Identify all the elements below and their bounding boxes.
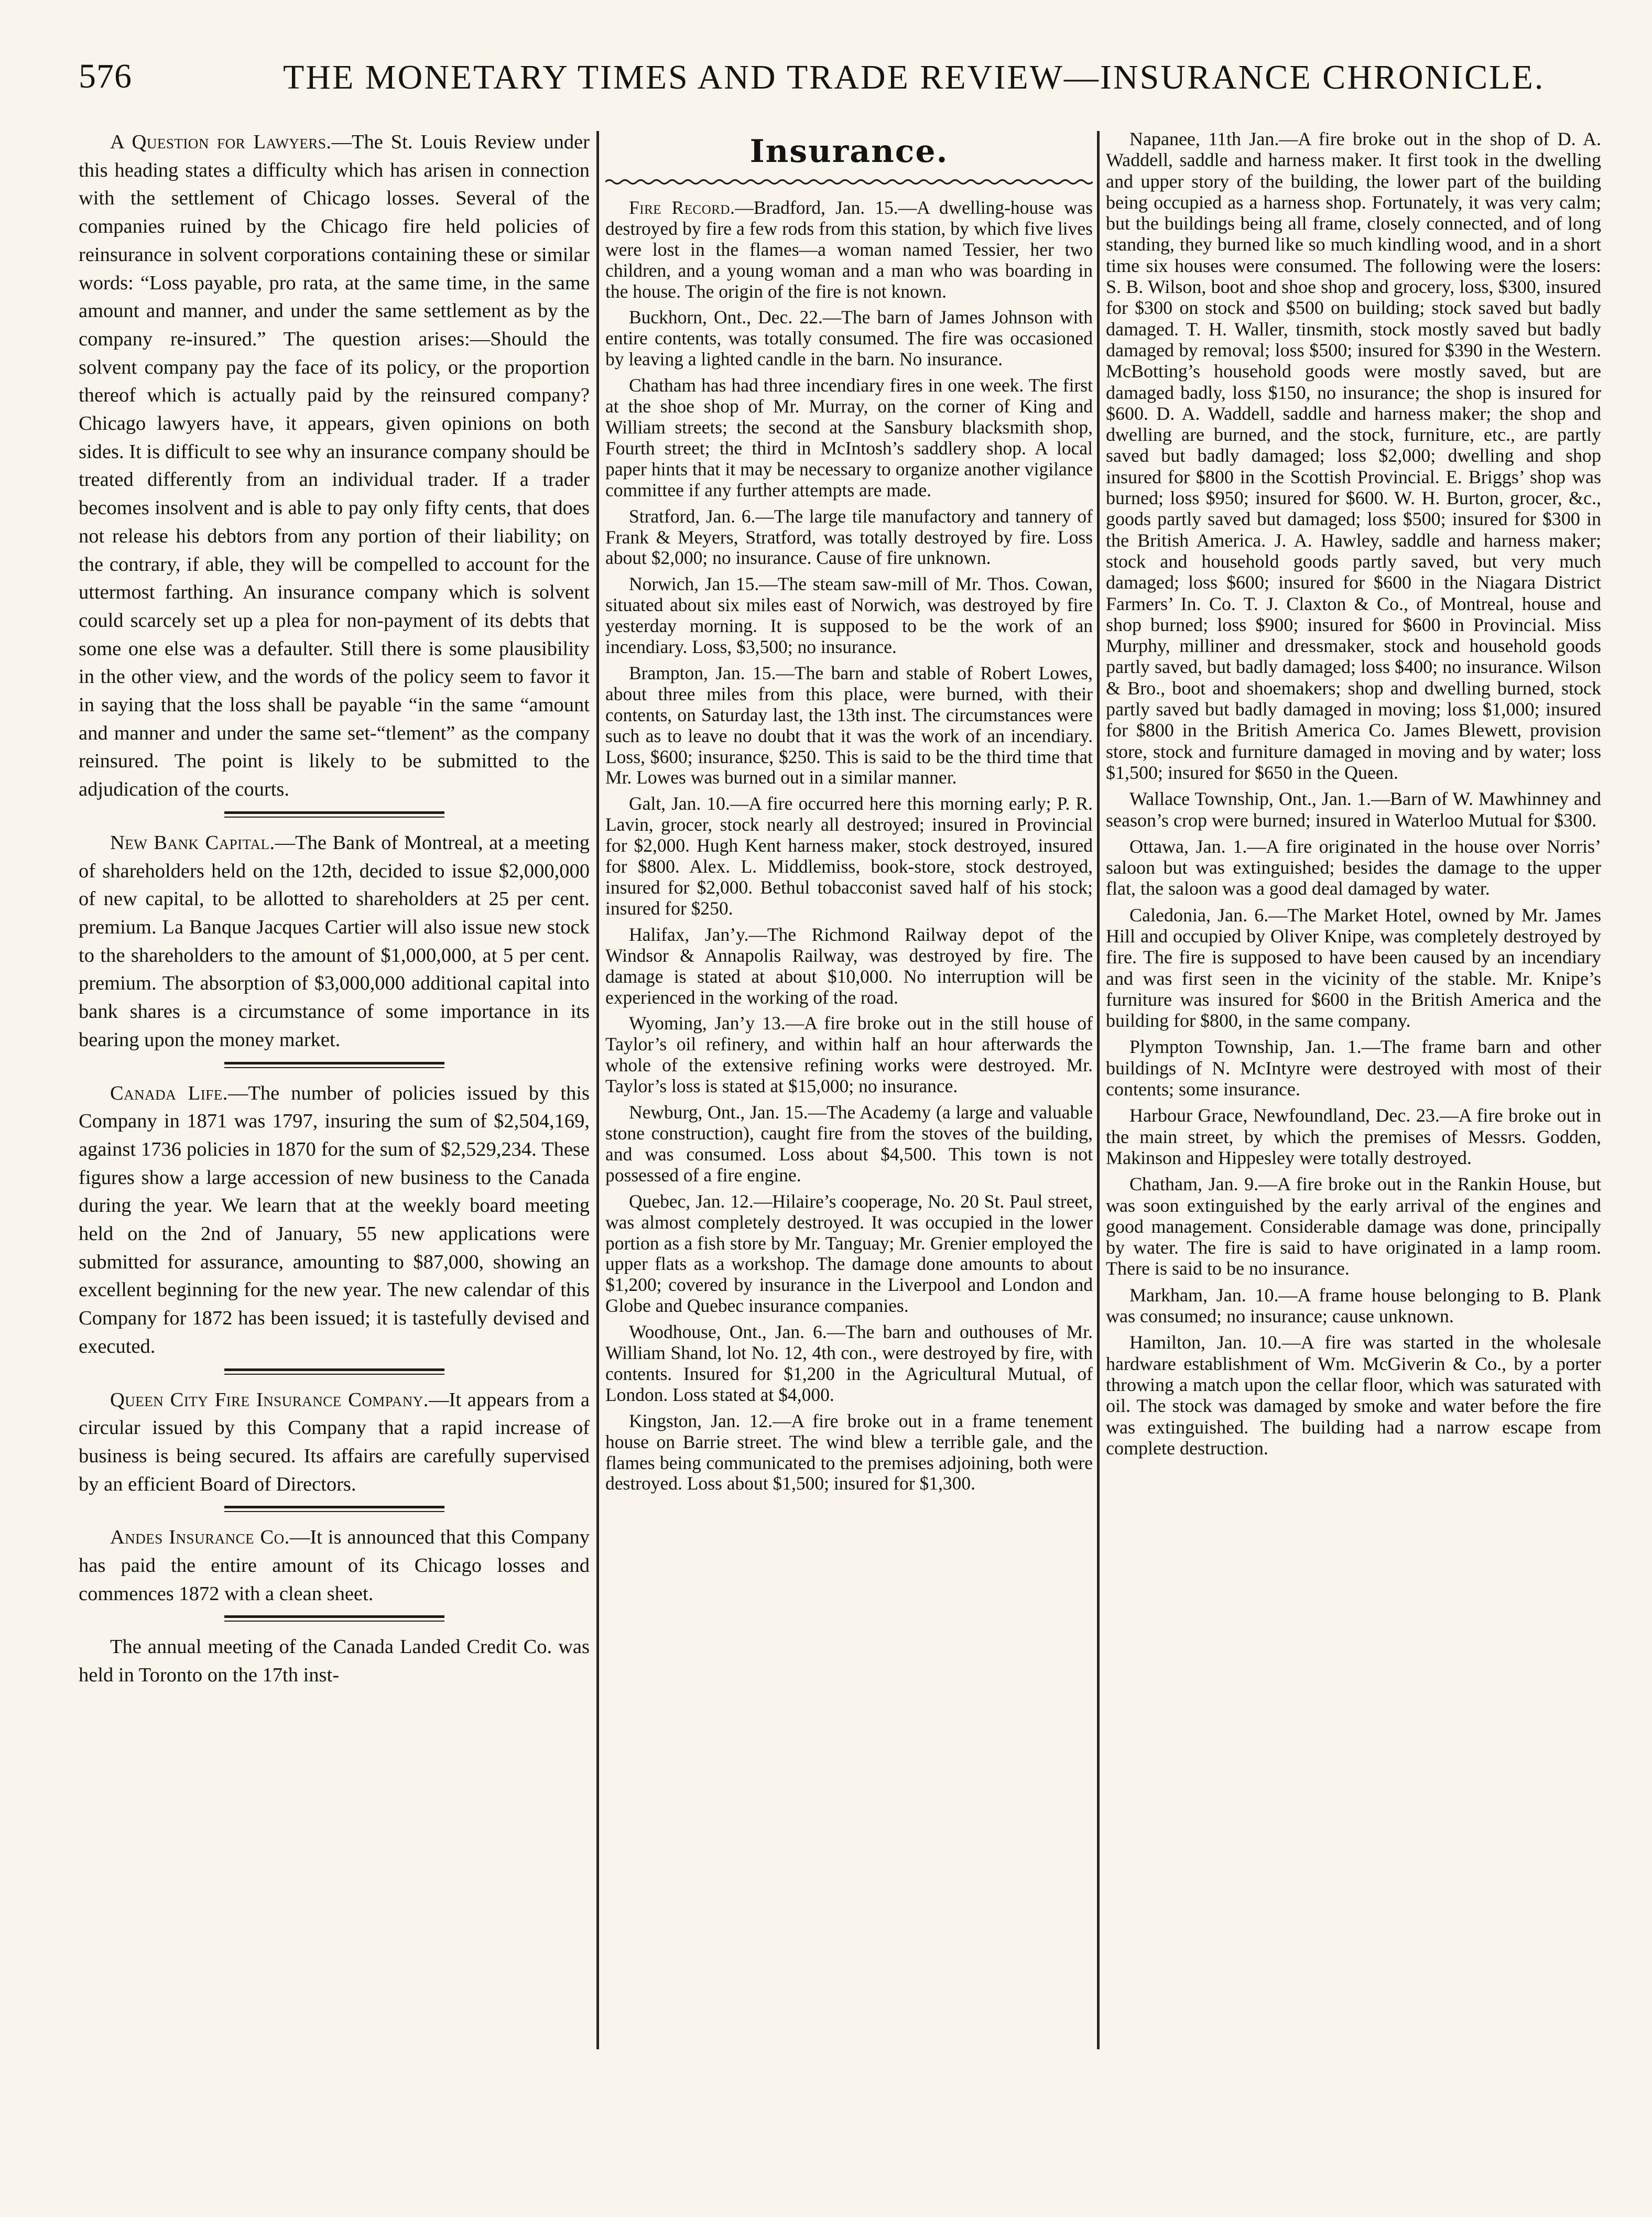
article-heading: A Question for Lawyers.	[110, 131, 332, 153]
article-new-bank-capital	[79, 829, 590, 1055]
fire-record-paragraph: Wallace Township, Ont., Jan. 1.—Barn of W. Mawhinney and season’s crop were burned; insured in Waterloo Mutual for $300.	[1106, 788, 1601, 831]
separator-rule	[224, 1062, 444, 1068]
fire-record-paragraph: Harbour Grace, Newfoundland, Dec. 23.—A fire broke out in the main street, by which the premises of Messrs. Godden, Makinson and Hippesley were totally destroyed.	[1106, 1105, 1601, 1168]
article-body: —The Bank of Montreal, at a meeting of shareholders held on the 12th, decided to issue $2,000,000 of new capital, to be allotted to shareholders at 25 per cent. premium. La Banque Jacques Cartier will also issue new stock to the shareholders to the amount of $1,000,000, at 5 per cent. premium. The absorption of $3,000,000 additional capital into bank shares is a circumstance of some importance in its bearing upon the money market.	[79, 831, 590, 1051]
page-number: 576	[79, 57, 132, 95]
page-header	[79, 52, 1588, 105]
fire-record-paragraph: Napanee, 11th Jan.—A fire broke out in the shop of D. A. Waddell, saddle and harness maker. It first took in the dwelling and upper story of the building, the lower part of the building being occupied as a harness shop. Fortunately, it was very calm; but the buildings being all frame, closely connected, and of long standing, they burned like so much kindling wood, and in a short time six houses were consumed. The following were the losers: S. B. Wilson, boot and shoe shop and grocery, loss, $300, insured for $300 on stock and $500 on building; stock saved but badly damaged. T. H. Waller, tinsmith, stock mostly saved but badly damaged by removal; loss $500; insured for $390 in the Western. McBotting’s household goods were mostly saved, but are damaged badly, loss $150, no insurance; the shop is insured for $600. D. A. Waddell, saddle and harness maker; the shop and dwelling are burned, and the stock, furniture, etc., are partly saved but badly damaged; loss $2,000; dwelling and shop insured for $800 in the Scottish Provincial. E. Briggs’ shop was burned; loss $950; insured for $600. W. H. Burton, grocer, &c., goods partly saved but damaged; loss $500; insured for $300 in the British America. J. A. Hawley, saddle and harness maker; stock and household goods partly saved, but very much damaged; loss $600; insured for $600 in the Niagara District Farmers’ In. Co. T. J. Claxton & Co., of Montreal, house and shop burned; loss $900; insured for $600 in Provincial. Miss Murphy, milliner and dressmaker, stock and household goods partly saved, but badly damaged; loss $400; no insurance. Wilson & Bro., boot and shoemakers; shop and dwelling burned, stock partly saved but badly damaged in moving; loss $1,000; insured for $800 in the British America Co. James Blewett, provision store, stock and furniture damaged in moving and by water; loss $1,500; insured for $650 in the Queen.	[1106, 128, 1601, 783]
wavy-rule	[605, 178, 1093, 186]
article-body: —The St. Louis Review under this heading states a difficulty which has arisen in connection with the settlement of Chicago losses. Several of the companies ruined by the Chicago fire held policies of reinsurance in solvent corporations containing these or similar words: “Loss payable, pro rata, at the same time, in the same amount and manner, and under the same settlement as by the company re-insured.” The question arises:—Should the solvent company pay the face of its policy, or the proportion thereof which is actually paid by the reinsured company? Chicago lawyers have, it appears, given opinions on both sides. It is difficult to see why an insurance company should be treated differently from an individual trader. If a trader becomes insolvent and is able to pay only fifty cents, that does not release his debtors from any portion of their liability; on the contrary, if able, they will be compelled to account for the uttermost farthing. An insurance company which is solvent could scarcely set up a plea for non-payment of its debts that some one else was a defaulter. Still there is some plausibility in the other view, and the words of the policy seem to favor it in saying that the loss shall be payable “in the same “amount and manner and under the same set-“tlement” as the company reinsured. The point is likely to be submitted to the adjudication of the courts.	[79, 131, 590, 801]
section-title: Insurance.	[749, 133, 949, 170]
fire-record-paragraph: Plympton Township, Jan. 1.—The frame barn and other buildings of N. McIntyre were destroyed with most of their contents; some insurance.	[1106, 1036, 1601, 1100]
fire-record-paragraph: Galt, Jan. 10.—A fire occurred here this morning early; P. R. Lavin, grocer, stock nearly all destroyed; insured in Provincial for $2,000. Hugh Kent harness maker, stock destroyed, insured for $800. Alex. L. Middlemiss, book-store, stock destroyed, insured for $2,000. Bethul tobacconist saved half of his stock; insured for $250.	[605, 793, 1093, 919]
fire-record-paragraph	[605, 198, 1093, 302]
column-middle	[605, 128, 1093, 1499]
fire-record-paragraph: Chatham, Jan. 9.—A fire broke out in the Rankin House, but was soon extinguished by the early arrival of the engines and good management. Considerable damage was done, principally by water. The fire is said to have originated in a lamp room. There is said to be no insurance.	[1106, 1173, 1601, 1279]
fire-record-paragraph: Norwich, Jan 15.—The steam saw-mill of Mr. Thos. Cowan, situated about six miles east of Norwich, was destroyed by fire yesterday morning. It is supposed to be the work of an incendiary. Loss, $3,500; no insurance.	[605, 573, 1093, 658]
column-rule	[1097, 131, 1100, 2049]
fire-record-paragraph: Brampton, Jan. 15.—The barn and stable of Robert Lowes, about three miles from this place, were burned, with their contents, on Saturday last, the 13th inst. The circumstances were such as to leave no doubt that it was the work of an incendiary. Loss, $600; insurance, $250. This is said to be the third time that Mr. Lowes was burned out in a similar manner.	[605, 662, 1093, 788]
column-left	[79, 128, 590, 1690]
fire-record-paragraph: Buckhorn, Ont., Dec. 22.—The barn of James Johnson with entire contents, was totally consumed. The fire was occasioned by leaving a lighted candle in the barn. No insurance.	[605, 307, 1093, 370]
article-heading: Andes Insurance Co.	[110, 1526, 290, 1549]
article-body: The annual meeting of the Canada Landed Credit Co. was held in Toronto on the 17th inst-	[79, 1636, 590, 1687]
fire-record-paragraph: Caledonia, Jan. 6.—The Market Hotel, owned by Mr. James Hill and occupied by Oliver Knipe, was completely destroyed by fire. The fire is supposed to have been caused by an incendiary and was first seen in the vicinity of the stable. Mr. Knipe’s furniture was insured for $600 in the British America and the building for $800, in the same company.	[1106, 904, 1601, 1031]
article-canada-landed	[79, 1633, 590, 1689]
article-heading: New Bank Capital.	[110, 831, 275, 854]
fire-record-paragraph: Woodhouse, Ont., Jan. 6.—The barn and outhouses of Mr. William Shand, lot No. 12, 4th con., were destroyed by fire, with contents. Insured for $1,200 in the Agricultural Mutual, of London. Loss stated at $4,000.	[605, 1321, 1093, 1405]
article-canada-life	[79, 1080, 590, 1361]
fire-record-paragraph: Markham, Jan. 10.—A frame house belonging to B. Plank was consumed; no insurance; cause unknown.	[1106, 1284, 1601, 1327]
article-body: —Bradford, Jan. 15.—A dwelling-house was destroyed by fire a few rods from this station, by which five lives were lost in the flames—a woman named Tessier, her two children, and a young woman and a man who was boarding in the house. The origin of the fire is not known.	[605, 197, 1093, 302]
fire-record-paragraph: Wyoming, Jan’y 13.—A fire broke out in the still house of Taylor’s oil refinery, and within half an hour afterwards the whole of the extensive refining works were destroyed. Mr. Taylor’s loss is stated at $15,000; no insurance.	[605, 1013, 1093, 1097]
separator-rule	[224, 1506, 444, 1512]
fire-record-paragraph: Quebec, Jan. 12.—Hilaire’s cooperage, No. 20 St. Paul street, was almost completely destroyed. It was occupied in the lower portion as a fish store by Mr. Tanguay; Mr. Grenier employed the upper flats as a workshop. The damage done amounts to about $1,200; covered by insurance in the Liverpool and London and Globe and Quebec insurance companies.	[605, 1190, 1093, 1317]
article-question-for-lawyers	[79, 128, 590, 804]
fire-record-paragraph: Kingston, Jan. 12.—A fire broke out in a frame tenement house on Barrie street. The wind blew a terrible gale, and the flames being communicated to the premises adjoining, both were destroyed. Loss about $1,500; insured for $1,300.	[605, 1410, 1093, 1494]
fire-record-paragraph: Halifax, Jan’y.—The Richmond Railway depot of the Windsor & Annapolis Railway, was destroyed by fire. The damage is stated at about $10,000. No interruption will be experienced in the working of the road.	[605, 923, 1093, 1008]
fire-record-paragraph: Hamilton, Jan. 10.—A fire was started in the wholesale hardware establishment of Wm. McGiverin & Co., by a porter throwing a match upon the cellar floor, which was saturated with oil. The stock was damaged by smoke and water before the fire was extinguished. The building had a narrow escape from complete destruction.	[1106, 1332, 1601, 1459]
fire-record-paragraph: Stratford, Jan. 6.—The large tile manufactory and tannery of Frank & Meyers, Stratford, was totally destroyed by fire. Loss about $2,000; no insurance. Cause of fire unknown.	[605, 505, 1093, 569]
article-body: —The number of policies issued by this Company in 1871 was 1797, insuring the sum of $2,504,169, against 1736 policies in 1870 for the sum of $2,529,234. These figures show a large accession of new business to the Canada during the year. We learn that at the weekly board meeting held on the 2nd of January, 55 new applications were submitted for assurance, amounting to $87,000, showing an excellent beginning for the new year. The new calendar of this Company for 1872 has been issued; it is tastefully devised and executed.	[79, 1082, 590, 1357]
fire-record-paragraph: Newburg, Ont., Jan. 15.—The Academy (a large and valuable stone construction), caught fire from the stoves of the building, and was consumed. Loss about $4,500. This town is not possessed of a fire engine.	[605, 1102, 1093, 1186]
article-heading: Queen City Fire Insurance Company.	[110, 1388, 429, 1411]
separator-rule	[224, 1615, 444, 1622]
article-body: —It appears from a circular issued by this Company that a rapid increase of business is being secured. Its affairs are carefully supervised by an efficient Board of Directors.	[79, 1388, 590, 1495]
article-heading: Fire Record.	[629, 197, 735, 218]
running-title: THE MONETARY TIMES AND TRADE REVIEW—INSURANCE CHRONICLE.	[283, 58, 1545, 96]
fire-record-paragraph: Chatham has had three incendiary fires in one week. The first at the shoe shop of Mr. Murray, on the corner of King and William streets; the second at the Sansbury blacksmith shop, Fourth street; the third in McIntosh’s saddlery shop. A local paper hints that it may be necessary to organize another vigilance committee if any further attempts are made.	[605, 375, 1093, 501]
fire-record-paragraph: Ottawa, Jan. 1.—A fire originated in the house over Norris’ saloon but was extinguished; besides the damage to the upper flat, the saloon was a good deal damaged by water.	[1106, 835, 1601, 899]
article-queen-city	[79, 1386, 590, 1499]
article-heading: Canada Life.	[110, 1082, 228, 1104]
article-andes	[79, 1524, 590, 1608]
column-right	[1106, 128, 1601, 1464]
article-body: —It is announced that this Company has paid the entire amount of its Chicago losses and commences 1872 with a clean sheet.	[79, 1526, 590, 1605]
column-rule	[596, 131, 599, 2049]
separator-rule	[224, 811, 444, 818]
separator-rule	[224, 1368, 444, 1375]
